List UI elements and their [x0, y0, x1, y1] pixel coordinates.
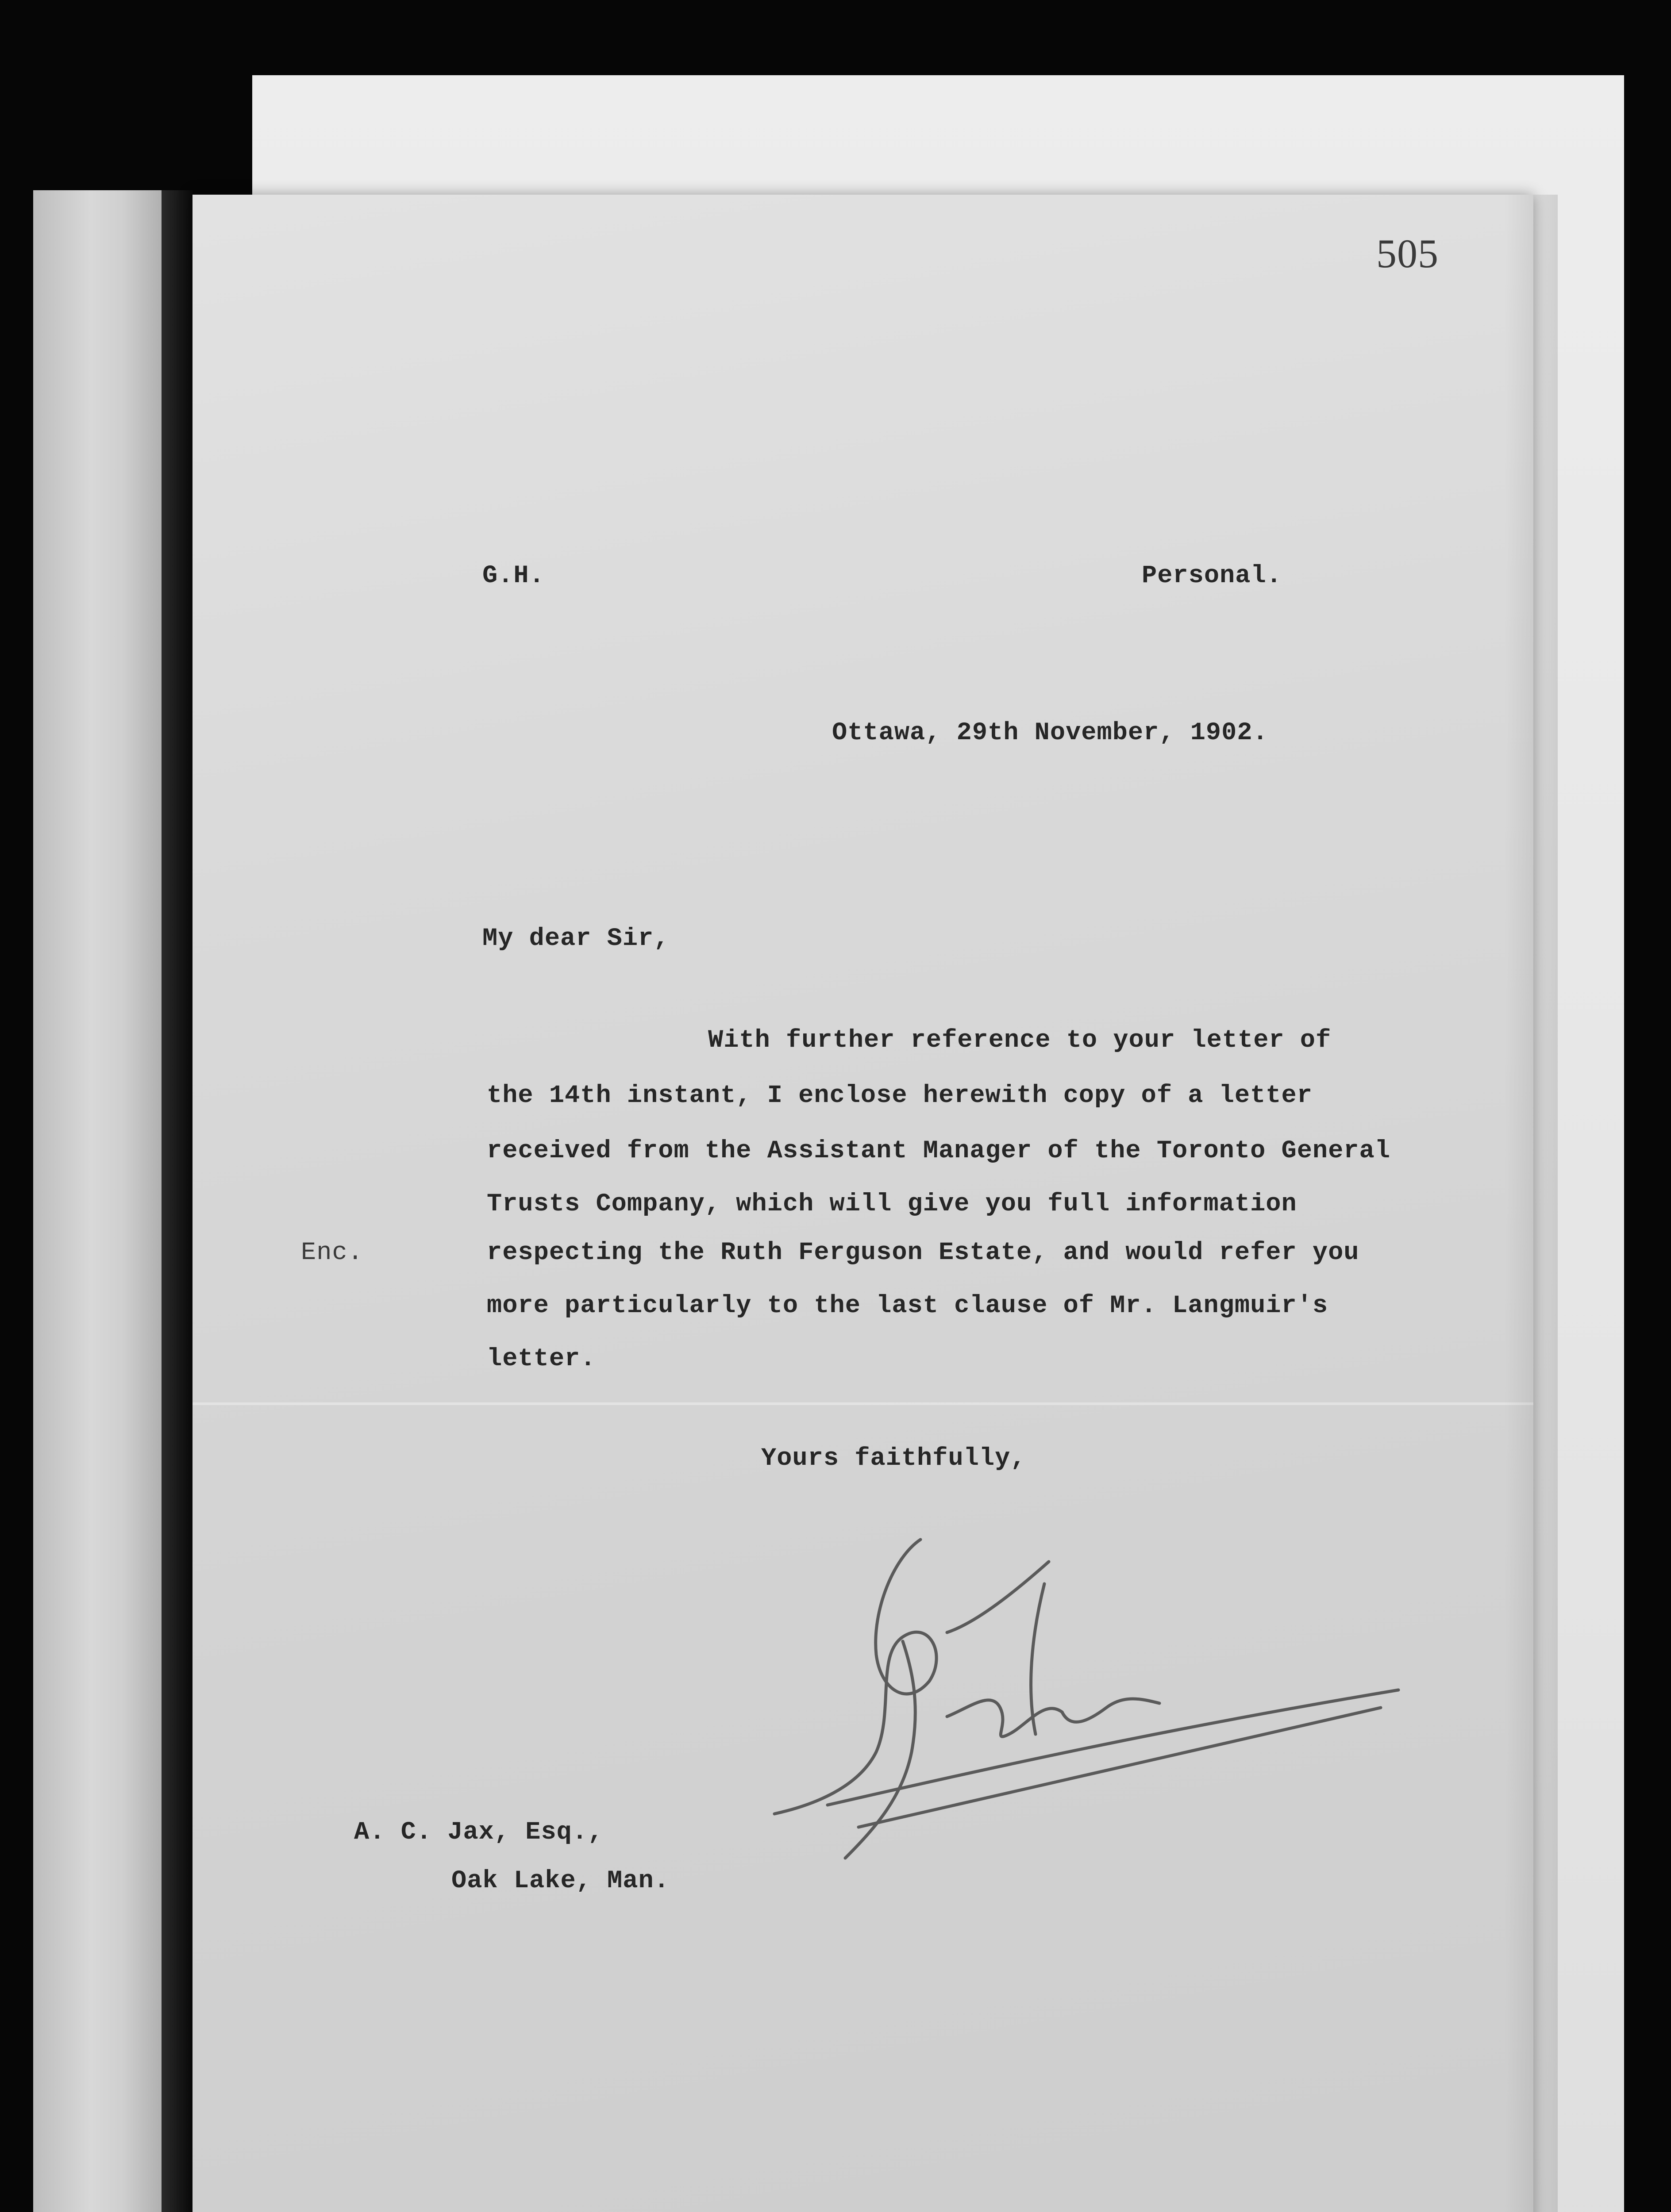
page-number: 505 [1376, 231, 1439, 276]
body-line: respecting the Ruth Ferguson Estate, and would refer you [487, 1239, 1359, 1267]
body-line: received from the Assistant Manager of the Toronto General [487, 1137, 1390, 1165]
file-code: G.H. [482, 562, 545, 590]
body-line: With further reference to your letter of [708, 1026, 1332, 1055]
body-line: Trusts Company, which will give you full information [487, 1190, 1297, 1218]
personal-marking: Personal. [1142, 562, 1282, 590]
closing: Yours faithfully, [761, 1444, 1026, 1473]
body-line: more particularly to the last clause of Mr. Langmuir's [487, 1292, 1328, 1320]
date-line: Ottawa, 29th November, 1902. [832, 719, 1268, 747]
binding-shadow [162, 190, 193, 2212]
letter-fold-line [193, 1402, 1533, 1405]
binding-strip [33, 190, 162, 2212]
addressee-name: A. C. Jax, Esq., [354, 1818, 604, 1847]
body-line: letter. [487, 1345, 596, 1373]
letter-edge-shade [1505, 195, 1558, 2212]
handwritten-signature [761, 1522, 1416, 1885]
addressee-location: Oak Lake, Man. [451, 1867, 670, 1895]
body-line: the 14th instant, I enclose herewith copy of a letter [487, 1082, 1313, 1110]
enclosure-note: Enc. [301, 1239, 363, 1267]
salutation: My dear Sir, [482, 925, 670, 953]
